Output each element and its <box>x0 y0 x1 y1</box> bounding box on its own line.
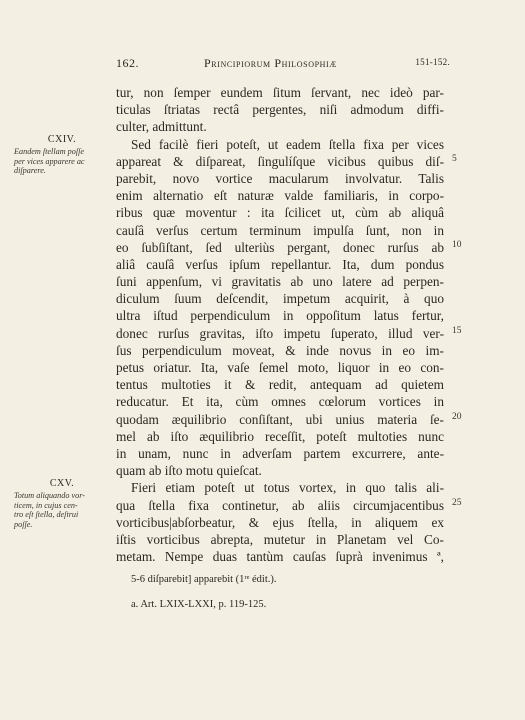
text-line: ſus perpendiculum moveat, & inde novus in eo im- <box>116 342 444 358</box>
margin-summary-line: per vices apparere ac <box>14 156 85 166</box>
variant-reading: 5-6 diſparebit] apparebit (1ʳᵉ édit.). <box>131 574 277 585</box>
text-line: reducatur. Et ita, cùm omnes cœlorum vortices in <box>116 394 444 410</box>
text-line: metam. Nempe duas tantùm cauſas ſuprà invenimus ª, <box>116 549 444 565</box>
text-line: ribus quæ moventur : ita ſcilicet ut, cùm ab aliquâ <box>116 205 444 221</box>
text-line: ultra iſtud perpendiculum in oppoſitum latus fertur, <box>116 308 444 324</box>
text-line: quam ab iſto motu quieſcat. <box>116 463 262 479</box>
text-line: eo ſubſiſtant, ſed ulteriùs pergant, donec rurſus ab <box>116 239 444 255</box>
text-line: Fieri etiam poteſt ut totus vortex, in quo talis ali- <box>131 480 444 496</box>
line-number: 15 <box>452 326 462 336</box>
text-line: diculum ſuum deſcendit, impetum acquirit, à quo <box>116 291 444 307</box>
article-reference: 151-152. <box>415 57 450 67</box>
text-line: mel ab iſto æquilibrio receſſit, poteſt multoties nunc <box>116 428 444 444</box>
text-line: tur, non ſemper eundem ſitum ſervant, nec ideò par- <box>116 85 444 100</box>
margin-article-number: CXIV. <box>47 134 77 145</box>
main-text <box>116 84 444 565</box>
margin-summary <box>14 491 112 529</box>
running-title: Principiorum Philosophiæ <box>204 56 337 70</box>
text-line: parebit, novo vortice macularum involvatur. Talis <box>116 170 444 186</box>
margin-article-number: CXV. <box>49 478 75 489</box>
text-line: tentus multoties it & redit, antequam ad quietem <box>116 377 444 393</box>
line-number: 20 <box>452 412 462 422</box>
footnote: a. Art. LXIX-LXXI, p. 119-125. <box>131 599 267 610</box>
text-line: donec rurſus gravitas, iſto impetu ſuperato, illud ver- <box>116 325 444 341</box>
text-line: petus oriatur. Ita, vaſe ſemel moto, liquor in eo con- <box>116 360 444 375</box>
margin-summary-line: tro eſt ſtella, deſtrui <box>14 510 79 520</box>
text-line: culter, admittunt. <box>116 119 207 135</box>
line-number: 10 <box>452 240 462 250</box>
text-line: Sed facilè fieri poteſt, ut eadem ſtella fixa per vices <box>131 136 444 152</box>
line-number: 25 <box>452 498 462 508</box>
running-header <box>116 56 450 72</box>
margin-summary-line: diſparere. <box>14 166 46 176</box>
page-number: 162. <box>116 56 139 70</box>
margin-summary-line: Totum aliquando vor- <box>14 491 85 500</box>
text-line: vorticibus|abſorbeatur, & ejus ſtella, in aliquem ex <box>116 514 444 530</box>
text-line: ſuni appenſum, vi gravitatis ab uno latere ad perpen- <box>116 274 444 290</box>
margin-summary-line: Eandem ſtellam poſſe <box>14 147 85 156</box>
margin-summary <box>14 147 112 176</box>
text-line: cauſâ verſus certum terminum impulſa ſunt, non in <box>116 222 444 238</box>
text-line: iſtis vorticibus abrepta, mutetur in Planetam vel Co- <box>116 531 444 547</box>
text-line: qua ſtella fixa continetur, ab aliis circumjacentibus <box>116 497 444 513</box>
margin-summary-line: poſſe. <box>14 519 33 529</box>
text-line: ticulas ſtriatas rectâ pergentes, niſi admodum diffi- <box>116 102 444 118</box>
text-line: appareat & diſpareat, ſingulíſque vicibus quibus diſ- <box>116 153 444 169</box>
text-line: in unam, nunc in adverſam partem excurrere, ante- <box>116 445 444 461</box>
line-number: 5 <box>452 154 457 164</box>
text-line: aliâ cauſâ verſus ipſum repellantur. Ita, dum pondus <box>116 256 444 272</box>
margin-summary-line: ticem, in cujus cen- <box>14 500 78 510</box>
text-line: enim alternatio eſt naturæ valde familiaris, in corpo- <box>116 188 444 204</box>
text-line: quodam æquilibrio conſiſtant, ubi unius materia ſe- <box>116 411 444 427</box>
